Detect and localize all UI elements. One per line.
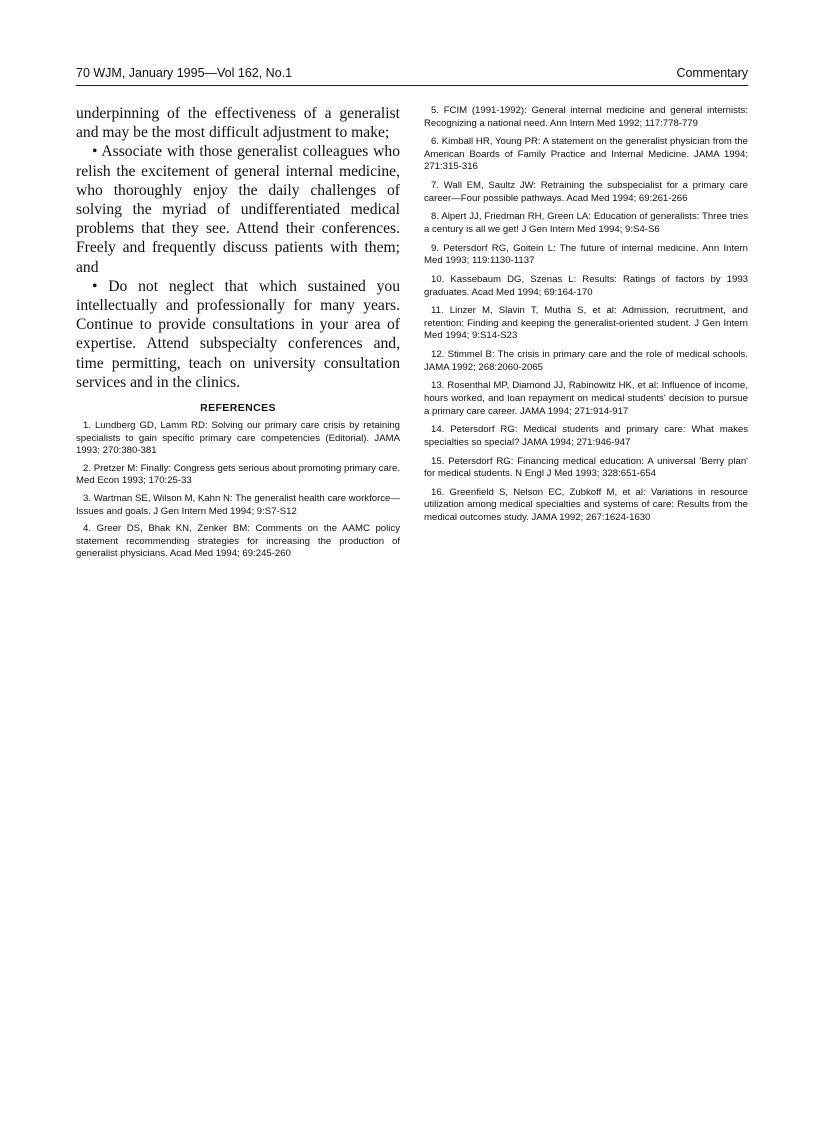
reference-item: 9. Petersdorf RG, Goitein L: The future of internal medicine. Ann Intern Med 1993; 119:1130-1137 [424,242,748,267]
reference-item: 3. Wartman SE, Wilson M, Kahn N: The generalist health care workforce—Issues and goals. J Gen Intern Med 1994; 9:S7-S12 [76,493,400,517]
reference-item: 8. Alpert JJ, Friedman RH, Green LA: Education of generalists: Three tries a century is all we get! J Gen Intern Med 1994; 9:S4-S6 [424,211,748,236]
reference-item: 11. Linzer M, Slavin T, Mutha S, et al: Admission, recruitment, and retention: Finding and keeping the generalist-oriented student. J Gen Intern Med 1994; 9:S14-S23 [424,305,748,342]
running-header [76,66,748,82]
reference-item: 12. Stimmel B: The crisis in primary care and the role of medical schools. JAMA 1992; 268:2060-2065 [424,349,748,373]
references-heading: REFERENCES [200,402,276,415]
left-column [76,104,400,566]
reference-item: 1. Lundberg GD, Lamm RD: Solving our primary care crisis by retaining specialists to gain specific primary care competencies (Editorial). JAMA 1993; 270:380-381 [76,420,400,457]
reference-item: 4. Greer DS, Bhak KN, Zenker BM: Comments on the AAMC policy statement recommending strategies for increasing the production of generalist physicians. Acad Med 1994; 69:245-260 [76,523,400,560]
bullet-paragraph: • Do not neglect that which sustained you intellectually and professionally for many years. Continue to provide consultations in your area of expertise. Attend subspecialty conferences and, time permitting, teach on university consultation services and in the clinics. [76,277,400,391]
reference-item: 6. Kimball HR, Young PR: A statement on the generalist physician from the American Boards of Family Practice and Internal Medicine. JAMA 1994; 271:315-316 [424,136,748,173]
reference-item: 5. FCIM (1991-1992): General internal medicine and general internists: Recognizing a national need. Ann Intern Med 1992; 117:778-779 [424,105,748,129]
section-label: Commentary [676,66,748,80]
reference-item: 14. Petersdorf RG: Medical students and primary care: What makes specialties so special? JAMA 1994; 271:946-947 [424,424,748,448]
body-paragraph: underpinning of the effectiveness of a generalist and may be the most difficult adjustment to make; [76,105,400,142]
bullet-paragraph: • Associate with those generalist colleagues who relish the excitement of general internal medicine, who thoroughly enjoy the daily challenges of solving the myriad of undifferentiated medical problems that they see. Attend their conferences. Freely and frequently discuss patients with them; and [76,143,400,276]
reference-item: 2. Pretzer M: Finally: Congress gets serious about promoting primary care. Med Econ 1993; 170:25-33 [76,462,400,487]
header-rule [76,85,748,86]
reference-item: 16. Greenfield S, Nelson EC, Zubkoff M, et al: Variations in resource utilization among medical specialties and systems of care: Results from the medical outcomes study. JAMA 1992; 267:1624-1630 [424,486,748,524]
reference-item: 13. Rosenthal MP, Diamond JJ, Rabinowitz HK, et al: Influence of income, hours worked, and loan repayment on medical students' decision to pursue a primary care career. JAMA 1994; 271:914-917 [424,380,748,417]
reference-item: 10. Kassebaum DG, Szenas L: Results: Ratings of factors by 1993 graduates. Acad Med 1994; 69:164-170 [424,274,748,298]
reference-item: 7. Wall EM, Saultz JW: Retraining the subspecialist for a primary care career—Four possible pathways. Acad Med 1994; 69:261-266 [424,180,748,204]
right-column [424,105,748,531]
journal-citation: 70 WJM, January 1995—Vol 162, No.1 [76,66,293,80]
reference-item: 15. Petersdorf RG: Financing medical education: A universal 'Berry plan' for medical students. N Engl J Med 1993; 328:651-654 [424,455,748,480]
